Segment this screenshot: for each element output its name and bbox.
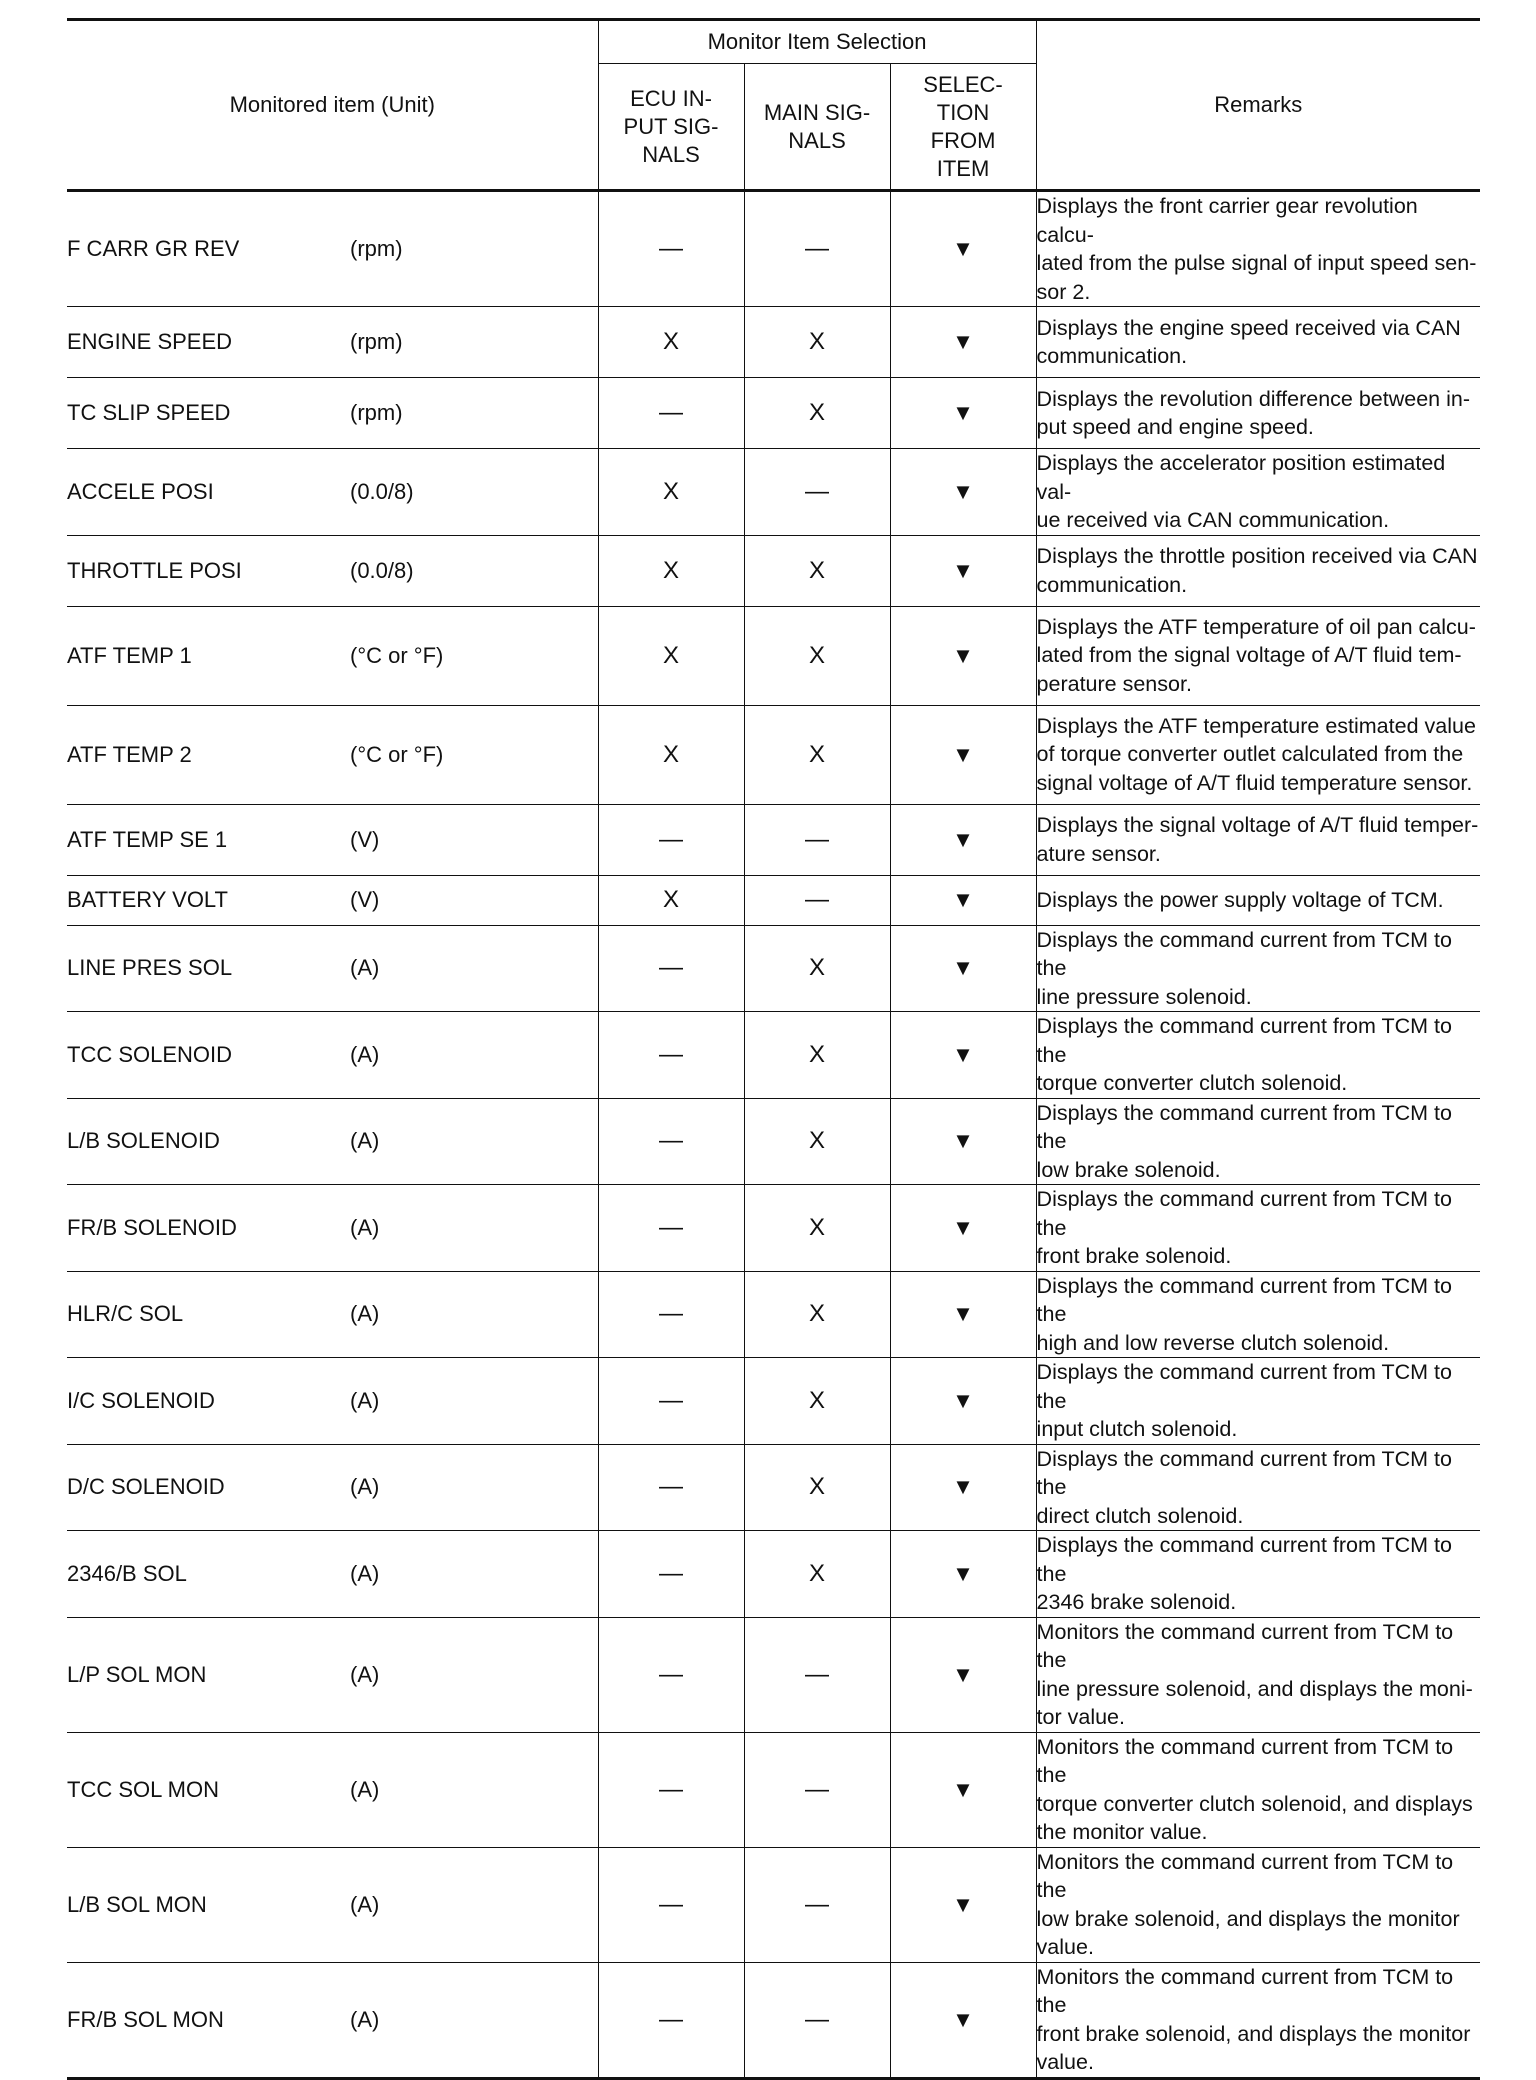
main-signals-mark: X [744, 705, 890, 804]
table-row [67, 1271, 1480, 1358]
ecu-input-signals-mark: X [598, 875, 744, 925]
table-row [67, 1358, 1480, 1445]
table-row [67, 606, 1480, 705]
main-signals-mark: — [744, 449, 890, 536]
monitored-item-name: TCC SOL MON [67, 1732, 350, 1847]
selection-from-item-mark: ▼ [890, 1012, 1036, 1099]
monitored-item-name: I/C SOLENOID [67, 1358, 350, 1445]
monitored-item-unit: (A) [350, 1847, 598, 1962]
ecu-input-signals-mark: — [598, 378, 744, 449]
main-signals-mark: X [744, 535, 890, 606]
monitored-item-unit: (rpm) [350, 307, 598, 378]
selection-from-item-mark: ▼ [890, 925, 1036, 1012]
table-header [67, 20, 1480, 191]
monitored-item-unit: (V) [350, 804, 598, 875]
monitor-item-table [67, 18, 1480, 2080]
monitored-item-name: ATF TEMP 2 [67, 705, 350, 804]
ecu-input-signals-mark: — [598, 804, 744, 875]
ecu-input-signals-mark: — [598, 1962, 744, 2078]
table-row [67, 1847, 1480, 1962]
main-signals-mark: X [744, 1185, 890, 1272]
remarks-text: Displays the command current from TCM to the input clutch solenoid. [1036, 1358, 1480, 1445]
selection-from-item-mark: ▼ [890, 606, 1036, 705]
remarks-text: Displays the accelerator position estimated val- ue received via CAN communication. [1036, 449, 1480, 536]
monitored-item-unit: (A) [350, 1358, 598, 1445]
main-signals-mark: X [744, 925, 890, 1012]
monitored-item-unit: (0.0/8) [350, 535, 598, 606]
main-signals-mark: X [744, 1444, 890, 1531]
ecu-input-signals-mark: — [598, 1617, 744, 1732]
remarks-text: Displays the revolution difference between in- put speed and engine speed. [1036, 378, 1480, 449]
monitored-item-name: FR/B SOLENOID [67, 1185, 350, 1272]
main-signals-mark: X [744, 1012, 890, 1099]
remarks-text: Displays the command current from TCM to the high and low reverse clutch solenoid. [1036, 1271, 1480, 1358]
selection-from-item-mark: ▼ [890, 307, 1036, 378]
monitored-item-name: ATF TEMP SE 1 [67, 804, 350, 875]
ecu-input-signals-mark: X [598, 307, 744, 378]
table-row [67, 1531, 1480, 1618]
table-row [67, 1732, 1480, 1847]
table-row [67, 875, 1480, 925]
monitored-item-unit: (°C or °F) [350, 606, 598, 705]
monitored-item-name: ATF TEMP 1 [67, 606, 350, 705]
header-monitored-item: Monitored item (Unit) [67, 20, 598, 191]
selection-from-item-mark: ▼ [890, 1847, 1036, 1962]
monitored-item-unit: (A) [350, 1098, 598, 1185]
ecu-input-signals-mark: X [598, 449, 744, 536]
table-body [67, 191, 1480, 2079]
remarks-text: Displays the ATF temperature of oil pan calcu- lated from the signal voltage of A/T fluid tem- perature sensor. [1036, 606, 1480, 705]
main-signals-mark: — [744, 875, 890, 925]
monitored-item-name: ENGINE SPEED [67, 307, 350, 378]
remarks-text: Displays the command current from TCM to the direct clutch solenoid. [1036, 1444, 1480, 1531]
remarks-text: Monitors the command current from TCM to the line pressure solenoid, and displays the moni- tor value. [1036, 1617, 1480, 1732]
remarks-text: Monitors the command current from TCM to the front brake solenoid, and displays the monitor value. [1036, 1962, 1480, 2078]
monitored-item-unit: (rpm) [350, 191, 598, 307]
ecu-input-signals-mark: — [598, 1098, 744, 1185]
ecu-input-signals-mark: — [598, 1444, 744, 1531]
ecu-input-signals-mark: — [598, 1185, 744, 1272]
main-signals-mark: — [744, 1732, 890, 1847]
selection-from-item-mark: ▼ [890, 1271, 1036, 1358]
table-row [67, 925, 1480, 1012]
main-signals-mark: — [744, 804, 890, 875]
header-monitor-item-selection: Monitor Item Selection [598, 20, 1036, 64]
selection-from-item-mark: ▼ [890, 705, 1036, 804]
selection-from-item-mark: ▼ [890, 804, 1036, 875]
header-remarks: Remarks [1036, 20, 1480, 191]
monitored-item-name: ACCELE POSI [67, 449, 350, 536]
monitored-item-unit: (V) [350, 875, 598, 925]
remarks-text: Displays the command current from TCM to the low brake solenoid. [1036, 1098, 1480, 1185]
main-signals-mark: X [744, 378, 890, 449]
selection-from-item-mark: ▼ [890, 1185, 1036, 1272]
remarks-text: Displays the throttle position received via CAN communication. [1036, 535, 1480, 606]
monitored-item-unit: (°C or °F) [350, 705, 598, 804]
table-row [67, 1098, 1480, 1185]
table-row [67, 1617, 1480, 1732]
main-signals-mark: — [744, 191, 890, 307]
monitored-item-name: HLR/C SOL [67, 1271, 350, 1358]
selection-from-item-mark: ▼ [890, 1962, 1036, 2078]
monitored-item-unit: (A) [350, 1271, 598, 1358]
table-row [67, 705, 1480, 804]
remarks-text: Displays the front carrier gear revolution calcu- lated from the pulse signal of input speed sen- sor 2. [1036, 191, 1480, 307]
ecu-input-signals-mark: X [598, 535, 744, 606]
table-row [67, 1962, 1480, 2078]
monitored-item-unit: (A) [350, 1012, 598, 1099]
ecu-input-signals-mark: — [598, 1732, 744, 1847]
header-main-signals: MAIN SIG- NALS [744, 64, 890, 191]
monitored-item-unit: (rpm) [350, 378, 598, 449]
ecu-input-signals-mark: — [598, 925, 744, 1012]
selection-from-item-mark: ▼ [890, 1098, 1036, 1185]
main-signals-mark: X [744, 606, 890, 705]
monitored-item-name: L/B SOL MON [67, 1847, 350, 1962]
remarks-text: Displays the signal voltage of A/T fluid temper- ature sensor. [1036, 804, 1480, 875]
monitored-item-unit: (A) [350, 925, 598, 1012]
selection-from-item-mark: ▼ [890, 191, 1036, 307]
main-signals-mark: X [744, 1358, 890, 1445]
remarks-text: Monitors the command current from TCM to the torque converter clutch solenoid, and displays the monitor value. [1036, 1732, 1480, 1847]
selection-from-item-mark: ▼ [890, 535, 1036, 606]
header-selection-from-item: SELEC- TION FROM ITEM [890, 64, 1036, 191]
ecu-input-signals-mark: — [598, 1847, 744, 1962]
remarks-text: Displays the engine speed received via CAN communication. [1036, 307, 1480, 378]
selection-from-item-mark: ▼ [890, 1358, 1036, 1445]
monitored-item-unit: (A) [350, 1185, 598, 1272]
main-signals-mark: X [744, 1271, 890, 1358]
ecu-input-signals-mark: — [598, 1358, 744, 1445]
selection-from-item-mark: ▼ [890, 1617, 1036, 1732]
monitored-item-name: D/C SOLENOID [67, 1444, 350, 1531]
table-row [67, 191, 1480, 307]
selection-from-item-mark: ▼ [890, 1732, 1036, 1847]
header-ecu-input-signals: ECU IN- PUT SIG- NALS [598, 64, 744, 191]
monitored-item-unit: (A) [350, 1962, 598, 2078]
main-signals-mark: X [744, 1531, 890, 1618]
remarks-text: Displays the power supply voltage of TCM. [1036, 875, 1480, 925]
remarks-text: Displays the ATF temperature estimated value of torque converter outlet calculated from the signal voltage of A/T fluid temperature sensor. [1036, 705, 1480, 804]
main-signals-mark: X [744, 307, 890, 378]
main-signals-mark: — [744, 1847, 890, 1962]
monitored-item-name: L/P SOL MON [67, 1617, 350, 1732]
monitored-item-unit: (A) [350, 1732, 598, 1847]
selection-from-item-mark: ▼ [890, 1531, 1036, 1618]
table-row [67, 449, 1480, 536]
selection-from-item-mark: ▼ [890, 875, 1036, 925]
selection-from-item-mark: ▼ [890, 1444, 1036, 1531]
remarks-text: Displays the command current from TCM to the front brake solenoid. [1036, 1185, 1480, 1272]
ecu-input-signals-mark: — [598, 1271, 744, 1358]
monitored-item-name: BATTERY VOLT [67, 875, 350, 925]
monitored-item-name: LINE PRES SOL [67, 925, 350, 1012]
monitored-item-unit: (A) [350, 1617, 598, 1732]
monitored-item-name: TCC SOLENOID [67, 1012, 350, 1099]
remarks-text: Displays the command current from TCM to the torque converter clutch solenoid. [1036, 1012, 1480, 1099]
table-row [67, 307, 1480, 378]
monitored-item-name: TC SLIP SPEED [67, 378, 350, 449]
selection-from-item-mark: ▼ [890, 449, 1036, 536]
remarks-text: Displays the command current from TCM to the line pressure solenoid. [1036, 925, 1480, 1012]
ecu-input-signals-mark: — [598, 1012, 744, 1099]
remarks-text: Monitors the command current from TCM to the low brake solenoid, and displays the monitor value. [1036, 1847, 1480, 1962]
ecu-input-signals-mark: — [598, 191, 744, 307]
monitored-item-name: L/B SOLENOID [67, 1098, 350, 1185]
ecu-input-signals-mark: X [598, 705, 744, 804]
ecu-input-signals-mark: — [598, 1531, 744, 1618]
monitored-item-name: THROTTLE POSI [67, 535, 350, 606]
table-row [67, 1185, 1480, 1272]
monitored-item-unit: (A) [350, 1444, 598, 1531]
table-row [67, 804, 1480, 875]
main-signals-mark: — [744, 1617, 890, 1732]
monitored-item-unit: (0.0/8) [350, 449, 598, 536]
remarks-text: Displays the command current from TCM to the 2346 brake solenoid. [1036, 1531, 1480, 1618]
monitored-item-name: 2346/B SOL [67, 1531, 350, 1618]
monitored-item-name: FR/B SOL MON [67, 1962, 350, 2078]
table-row [67, 1012, 1480, 1099]
table-row [67, 535, 1480, 606]
ecu-input-signals-mark: X [598, 606, 744, 705]
table-row [67, 378, 1480, 449]
table-row [67, 1444, 1480, 1531]
selection-from-item-mark: ▼ [890, 378, 1036, 449]
main-signals-mark: — [744, 1962, 890, 2078]
monitored-item-unit: (A) [350, 1531, 598, 1618]
main-signals-mark: X [744, 1098, 890, 1185]
monitored-item-name: F CARR GR REV [67, 191, 350, 307]
